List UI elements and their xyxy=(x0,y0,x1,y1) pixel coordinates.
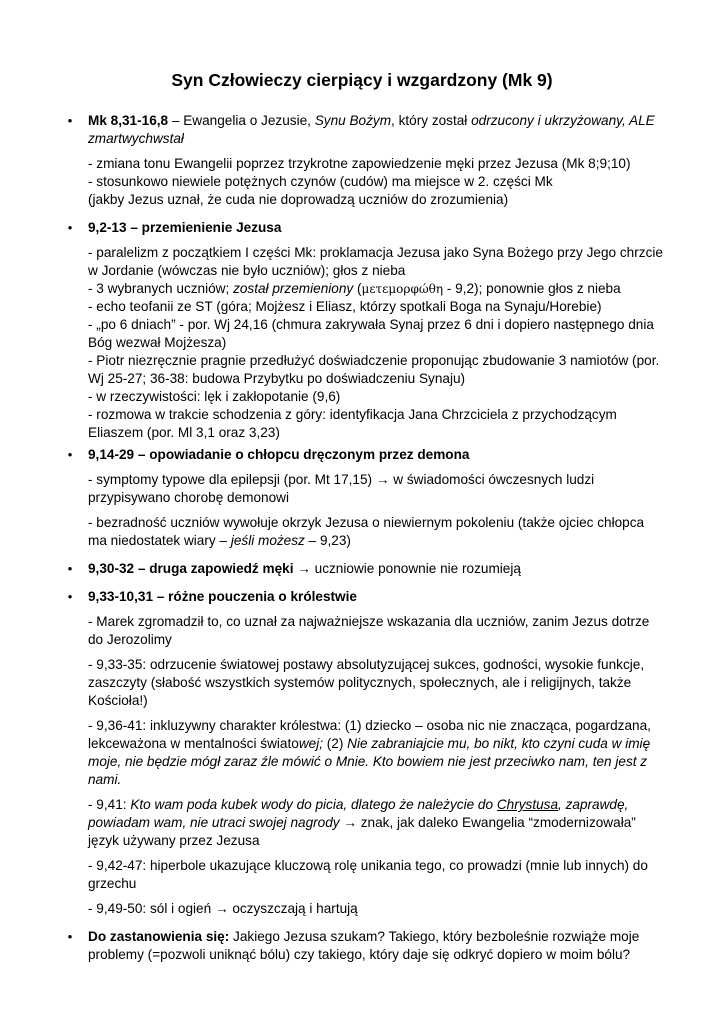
bullet-icon: • xyxy=(67,220,73,235)
list-item-possessed-boy xyxy=(67,446,666,550)
list-item-mk-overview xyxy=(67,112,666,209)
bullet-icon: • xyxy=(67,561,73,576)
item-note: - 9,42-47: hiperbole ukazujące kluczową rolę unikania tego, co prowadzi (mnie lub innych) do grzechu xyxy=(88,858,648,891)
item-heading: Do zastanowienia się: Jakiego Jezusa szukam? Takiego, który bezboleśnie rozwiąże moje problemy (=pozwoli uniknąć bólu) czy takiego, który daje się odkryć dopiero w moim bólu? xyxy=(88,929,640,962)
list-item-transfiguration xyxy=(67,219,666,442)
bullet-icon: • xyxy=(67,929,73,944)
bullet-icon: • xyxy=(67,113,73,128)
document-title: Syn Człowieczy cierpiący i wzgardzony (Mk 9) xyxy=(171,70,553,90)
item-heading: 9,33-10,31 – różne pouczenia o królestwie xyxy=(88,589,357,604)
item-note: - symptomy typowe dla epilepsji (por. Mt 17,15) → w świadomości ówczesnych ludzi przypisywano chorobę demonowi xyxy=(88,472,595,505)
arrow-right-icon: → xyxy=(297,561,311,576)
item-note: - 9,33-35: odrzucenie światowej postawy absolutyzującej sukces, godności, wysokie funkcje, zaszczyty (słabość wszystkich systemów politycznych, społecznych, ale i religijnych, także Kościoła!) xyxy=(88,657,645,708)
item-heading: 9,14-29 – opowiadanie o chłopcu dręczonym przez demona xyxy=(88,447,470,462)
document-body xyxy=(67,112,666,964)
item-note: - bezradność uczniów wywołuje okrzyk Jezusa o niewiernym pokoleniu (także ojciec chłopca ma niedostatek wiary – jeśli możesz – 9,23) xyxy=(88,515,645,548)
item-note: - Marek zgromadził to, co uznał za najważniejsze wskazania dla uczniów, zanim Jezus dotrze do Jerozolimy xyxy=(88,614,650,647)
item-notes: - zmiana tonu Ewangelii poprzez trzykrotne zapowiedzenie męki przez Jezusa (Mk 8;9;10) - stosunkowo niewiele potężnych czynów (cudów) ma miejsce w 2. części Mk (jakby Jezus uznał, że cuda nie doprowadzą uczniów do zrozumienia) xyxy=(88,156,631,207)
item-heading: 9,30-32 – druga zapowiedź męki → uczniowie ponownie nie rozumieją xyxy=(88,561,521,576)
bullet-icon: • xyxy=(67,447,73,462)
arrow-right-icon: → xyxy=(375,472,390,487)
item-note: - 9,41: Kto wam poda kubek wody do picia, dlatego że należycie do Chrystusa, zaprawdę, powiadam wam, nie utraci swojej nagrody → znak, jak daleko Ewangelia “zmodernizowała” język używany przez Jezusa xyxy=(88,797,636,848)
list-item-kingdom xyxy=(67,588,666,918)
item-note: - 9,36-41: inkluzywny charakter królestwa: (1) dziecko – osoba nic nie znacząca, pogardzana, lekceważona w mentalności światowej; (2) Nie zabraniajcie mu, bo nikt, kto czyni cuda w imię moje, nie będzie mógł zaraz źle mówić o Mnie. Kto bowiem nie jest przeciwko nam, ten jest z nami. xyxy=(88,718,651,787)
list-item-second-passion xyxy=(67,560,666,578)
item-heading: Mk 8,31-16,8 – Ewangelia o Jezusie, Synu Bożym, który został odrzucony i ukrzyżowany, ALE zmartwychwstał xyxy=(88,113,655,146)
item-notes: - paralelizm z początkiem I części Mk: proklamacja Jezusa jako Syna Bożego przy Jego chrzcie w Jordanie (wówczas nie było uczniów); głos z nieba - 3 wybranych uczniów; został przemieniony (μετεμορφώθη - 9,2); ponownie głos z nieba - echo teofanii ze ST (góra; Mojżesz i Eliasz, którzy spotkali Boga na Synaju/Horebie) - „po 6 dniach” - por. Wj 24,16 (chmura zakrywała Synaj przez 6 dni i dopiero następnego dnia Bóg wezwał Mojżesza) - Piotr niezręcznie pragnie przedłużyć doświadczenie proponując zbudowanie 3 namiotów (por. Wj 25-27; 36-38: budowa Przybytku po doświadczeniu Synaju) - w rzeczywistości: lęk i zakłopotanie (9,6) - rozmowa w trakcie schodzenia z góry: identyfikacja Jana Chrzciciela z przychodzącym Eliaszem (por. Ml 3,1 oraz 3,23) xyxy=(88,245,663,440)
item-heading: 9,2-13 – przemienienie Jezusa xyxy=(88,220,282,235)
bullet-icon: • xyxy=(67,589,73,604)
list-item-reflection xyxy=(67,928,666,964)
item-note: - 9,49-50: sól i ogień → oczyszczają i hartują xyxy=(88,901,358,916)
arrow-right-icon: → xyxy=(214,901,229,916)
arrow-right-icon: → xyxy=(343,815,357,830)
